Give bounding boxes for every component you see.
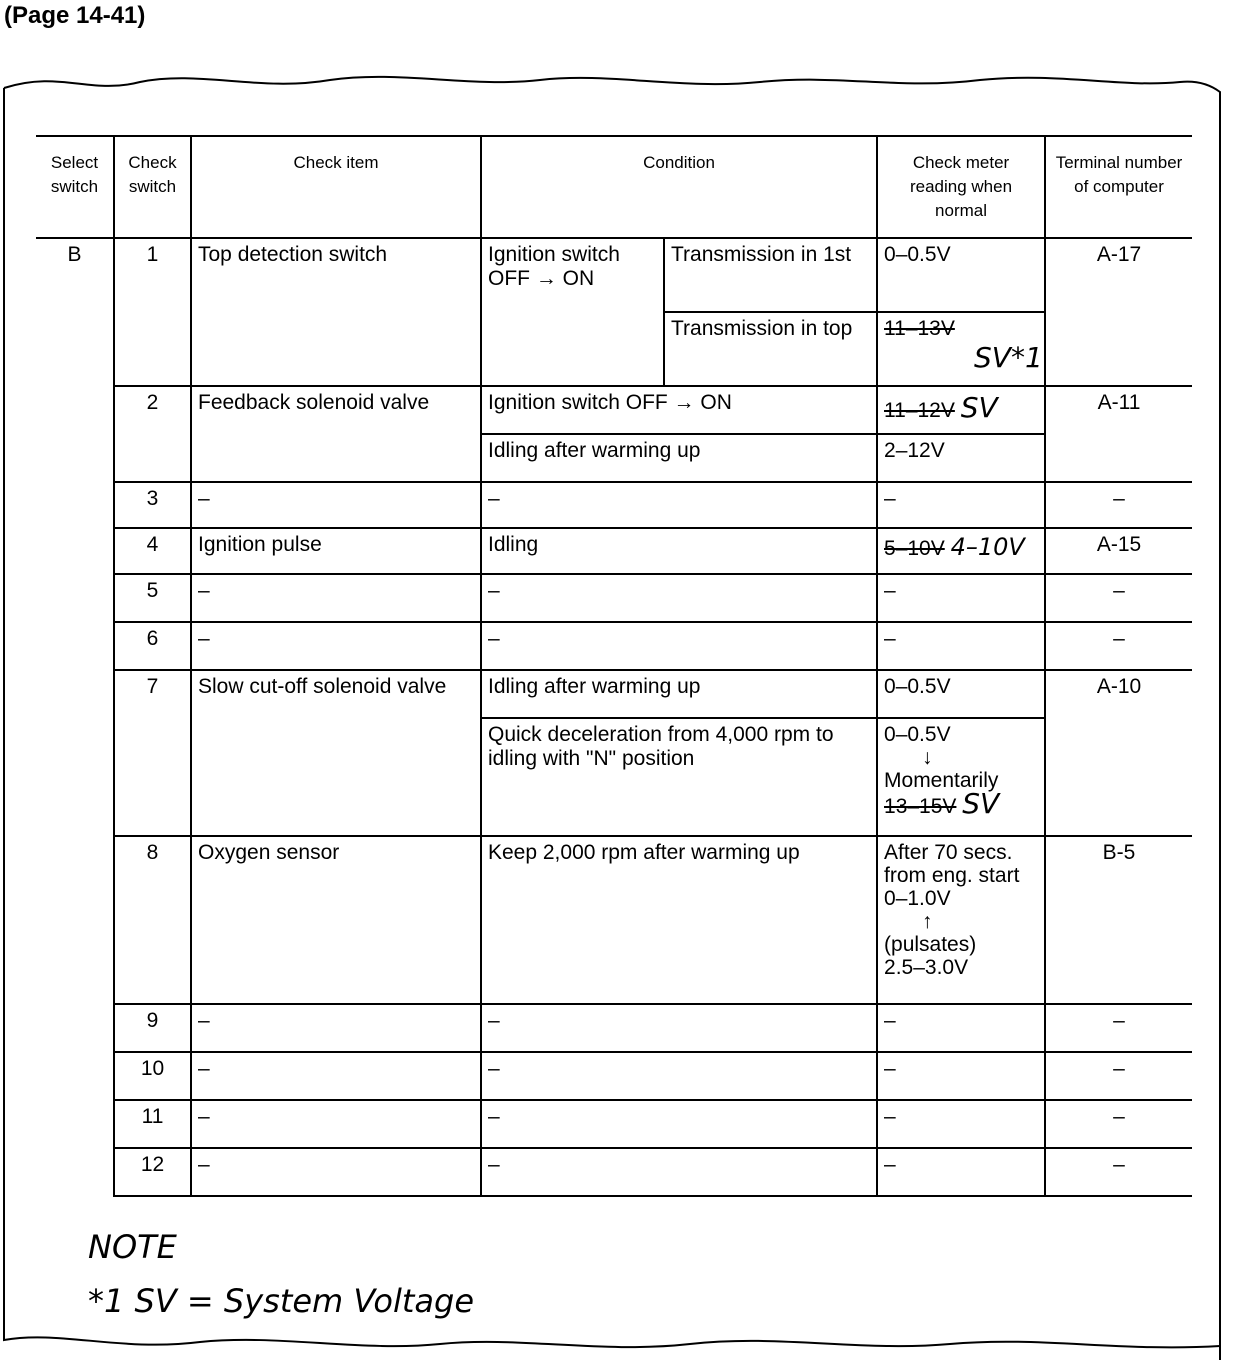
terminal-number: B-5: [1045, 836, 1192, 1004]
condition: –: [481, 1004, 877, 1052]
meter-reading: 0–0.5V: [877, 238, 1045, 312]
value-line: (pulsates): [884, 933, 977, 956]
down-arrow-icon: ↓: [922, 746, 933, 769]
header-check-item: Check item: [191, 136, 481, 238]
meter-reading: –: [877, 482, 1045, 528]
check-item: Top detection switch: [191, 238, 481, 386]
table-row: [36, 670, 1192, 718]
terminal-number: A-10: [1045, 670, 1192, 836]
meter-reading: [877, 718, 1045, 836]
header-terminal: Terminal number of computer: [1045, 136, 1192, 238]
check-switch-number: 6: [114, 622, 191, 670]
value-line: 0–0.5V: [884, 723, 951, 746]
terminal-number: A-11: [1045, 386, 1192, 482]
terminal-number: –: [1045, 574, 1192, 622]
check-item: Slow cut-off solenoid valve: [191, 670, 481, 836]
check-switch-number: 3: [114, 482, 191, 528]
table-row: [36, 574, 1192, 622]
table-row: [36, 1100, 1192, 1148]
terminal-number: –: [1045, 1052, 1192, 1100]
meter-reading: [877, 528, 1045, 574]
terminal-number: –: [1045, 482, 1192, 528]
table-row: [36, 622, 1192, 670]
check-item: –: [191, 1148, 481, 1196]
struck-value: 11–13V: [884, 317, 955, 340]
meter-reading: [877, 312, 1045, 386]
condition: Keep 2,000 rpm after warming up: [481, 836, 877, 1004]
condition: Idling: [481, 528, 877, 574]
check-switch-number: 11: [114, 1100, 191, 1148]
value-line: After 70 secs. from eng. start: [884, 841, 1020, 887]
terminal-number: –: [1045, 622, 1192, 670]
meter-reading: –: [877, 1052, 1045, 1100]
struck-value: 5–10V: [884, 537, 945, 560]
note-title: NOTE: [88, 1228, 177, 1266]
header-condition: Condition: [481, 136, 877, 238]
check-item: Oxygen sensor: [191, 836, 481, 1004]
value-line: 2.5–3.0V: [884, 956, 969, 979]
check-item: –: [191, 1004, 481, 1052]
condition: Quick deceleration from 4,000 rpm to idling with "N" position: [481, 718, 877, 836]
table-row: [36, 386, 1192, 434]
note-line: *1 SV = System Voltage: [88, 1282, 475, 1320]
meter-reading: –: [877, 574, 1045, 622]
check-switch-number: 5: [114, 574, 191, 622]
terminal-number: A-17: [1045, 238, 1192, 386]
check-table: [36, 135, 1192, 1197]
terminal-number: –: [1045, 1100, 1192, 1148]
meter-reading: –: [877, 622, 1045, 670]
check-item: Ignition pulse: [191, 528, 481, 574]
header-row: [36, 136, 1192, 238]
condition: –: [481, 482, 877, 528]
table-row: [36, 836, 1192, 1004]
check-item: –: [191, 574, 481, 622]
page-reference: (Page 14-41): [4, 2, 146, 29]
up-arrow-icon: ↑: [922, 910, 933, 933]
terminal-number: –: [1045, 1004, 1192, 1052]
check-item: –: [191, 482, 481, 528]
handwritten-correction: SV*1: [974, 341, 1043, 374]
check-item: –: [191, 622, 481, 670]
value-line: Momentarily: [884, 769, 999, 792]
value-line: 0–1.0V: [884, 887, 951, 910]
table-row: [36, 528, 1192, 574]
meter-reading: 0–0.5V: [877, 670, 1045, 718]
condition: –: [481, 622, 877, 670]
condition: –: [481, 1100, 877, 1148]
check-switch-number: 7: [114, 670, 191, 836]
table-row: [36, 1004, 1192, 1052]
check-item: –: [191, 1052, 481, 1100]
struck-value: 13–15V: [884, 795, 957, 818]
condition: Idling after warming up: [481, 434, 877, 482]
meter-reading: [877, 836, 1045, 1004]
meter-reading: –: [877, 1148, 1045, 1196]
check-switch-number: 12: [114, 1148, 191, 1196]
header-meter: Check meter reading when normal: [877, 136, 1045, 238]
handwritten-correction: 4–10V: [950, 533, 1025, 561]
condition: Idling after warming up: [481, 670, 877, 718]
header-check-switch: Check switch: [114, 136, 191, 238]
check-switch-number: 2: [114, 386, 191, 482]
check-switch-number: 8: [114, 836, 191, 1004]
condition: Ignition switch OFF → ON: [481, 238, 664, 386]
condition: –: [481, 1148, 877, 1196]
check-switch-number: 10: [114, 1052, 191, 1100]
table-row: [36, 1052, 1192, 1100]
handwritten-correction: SV: [962, 787, 1000, 820]
table-row: [36, 1148, 1192, 1196]
select-switch-value: B: [36, 238, 114, 1196]
handwritten-correction: SV: [960, 391, 998, 424]
struck-value: 11–12V: [884, 399, 955, 422]
table-row: [36, 482, 1192, 528]
check-item: Feedback solenoid valve: [191, 386, 481, 482]
meter-reading: –: [877, 1100, 1045, 1148]
check-switch-number: 9: [114, 1004, 191, 1052]
check-switch-number: 4: [114, 528, 191, 574]
meter-reading: [877, 386, 1045, 434]
header-select-switch: Select switch: [36, 136, 114, 238]
sub-condition: Transmission in 1st: [664, 238, 877, 312]
check-switch-number: 1: [114, 238, 191, 386]
check-item: –: [191, 1100, 481, 1148]
table-row: [36, 238, 1192, 312]
meter-reading: –: [877, 1004, 1045, 1052]
sub-condition: Transmission in top: [664, 312, 877, 386]
meter-reading: 2–12V: [877, 434, 1045, 482]
terminal-number: A-15: [1045, 528, 1192, 574]
terminal-number: –: [1045, 1148, 1192, 1196]
condition: –: [481, 1052, 877, 1100]
condition: –: [481, 574, 877, 622]
condition: Ignition switch OFF → ON: [481, 386, 877, 434]
